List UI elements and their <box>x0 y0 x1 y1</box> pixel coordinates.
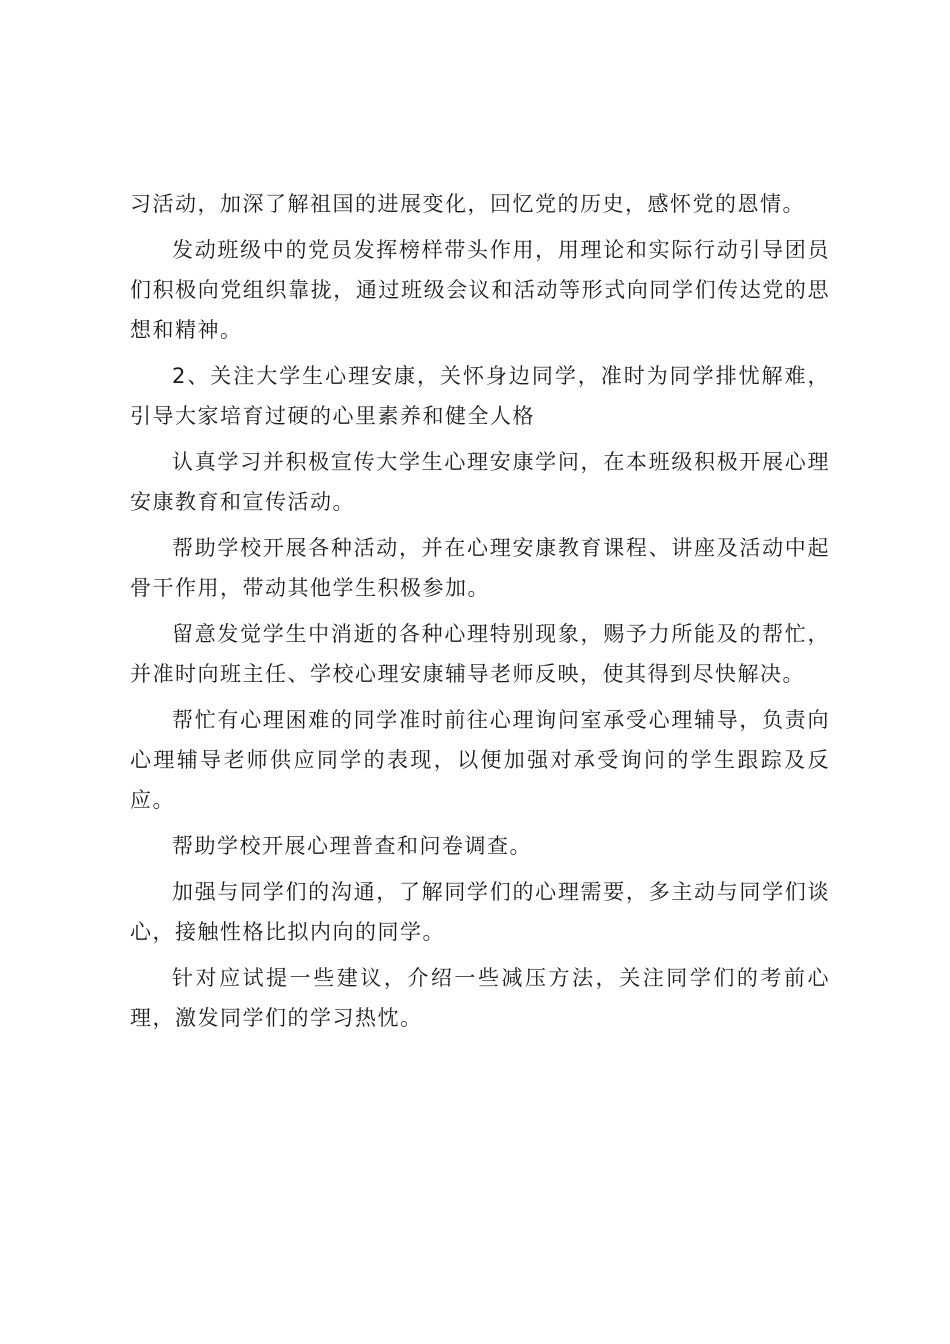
paragraph-3-heading: 2、关注大学生心理安康，关怀身边同学，准时为同学排忧解难，引导大家培育过硬的心里素养和健全人格 <box>130 364 830 428</box>
paragraph-4: 认真学习并积极宣传大学生心理安康学问，在本班级积极开展心理安康教育和宣传活动。 <box>130 450 830 514</box>
paragraph-9: 加强与同学们的沟通，了解同学们的心理需要，多主动与同学们谈心，接触性格比拟内向的同学。 <box>130 880 830 944</box>
paragraph-7: 帮忙有心理困难的同学准时前往心理询问室承受心理辅导，负责向心理辅导老师供应同学的表现，以便加强对承受询问的学生跟踪及反应。 <box>130 708 830 812</box>
paragraph-5: 帮助学校开展各种活动，并在心理安康教育课程、讲座及活动中起骨干作用，带动其他学生积极参加。 <box>130 536 830 600</box>
paragraph-6: 留意发觉学生中消逝的各种心理特别现象，赐予力所能及的帮忙，并准时向班主任、学校心理安康辅导老师反映，使其得到尽快解决。 <box>130 622 830 686</box>
paragraph-1: 习活动，加深了解祖国的进展变化，回忆党的历史，感怀党的恩情。 <box>130 192 805 216</box>
paragraph-10: 针对应试提一些建议，介绍一些减压方法，关注同学们的考前心理，激发同学们的学习热忱。 <box>130 966 830 1030</box>
paragraph-8: 帮助学校开展心理普查和问卷调查。 <box>172 834 532 858</box>
document-body <box>130 184 830 1044</box>
paragraph-2: 发动班级中的党员发挥榜样带头作用，用理论和实际行动引导团员们积极向党组织靠拢，通过班级会议和活动等形式向同学们传达党的思想和精神。 <box>130 238 830 342</box>
